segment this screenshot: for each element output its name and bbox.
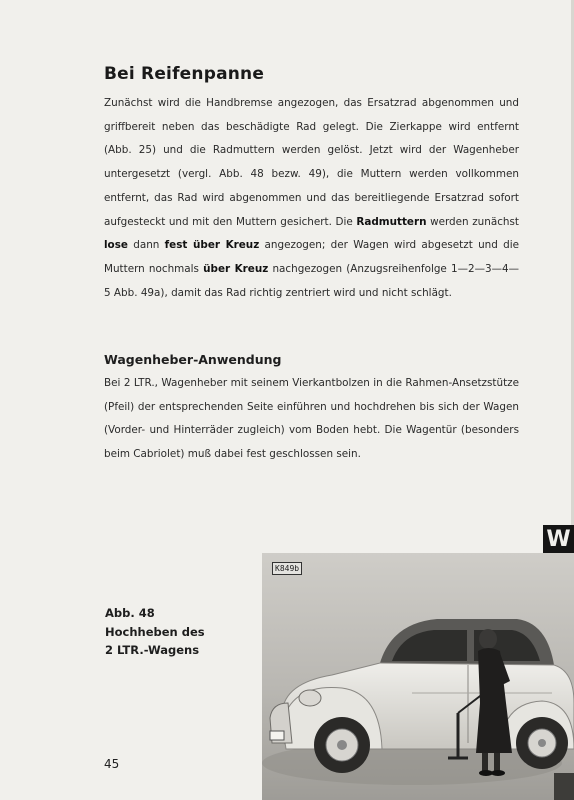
section-thumb-tab: W <box>543 525 574 555</box>
jack-usage-heading: Wagenheber-Anwendung <box>104 352 282 367</box>
paragraph-text: dann <box>127 239 165 252</box>
figure-caption <box>105 604 205 660</box>
emphasis-text: lose <box>104 239 128 252</box>
caption-line: 2 LTR.-Wagens <box>105 643 200 657</box>
paragraph-text: werden zunächst <box>426 215 519 228</box>
tire-change-paragraph <box>104 92 519 305</box>
page-number: 45 <box>104 757 120 771</box>
emphasis-text: fest über Kreuz <box>164 239 260 252</box>
photo-reference-stamp: K849b <box>272 562 302 575</box>
car-photo-illustration <box>262 553 574 800</box>
caption-line: Abb. 48 <box>105 606 155 620</box>
car-jack-photo <box>262 553 574 800</box>
section-heading: Bei Reifenpanne <box>104 64 265 84</box>
paragraph-text: nachgezogen (Anzugsreihenfolge 1—2—3—4—5 Abb. 49a), damit das Rad richtig zentriert wird und nicht schlägt. <box>104 262 519 299</box>
paragraph-text: angezogen; der Wagen wird abgesetzt und die Muttern nochmals <box>104 239 519 275</box>
caption-line: Hochheben des <box>105 624 205 639</box>
paragraph-text: Zunächst wird die Handbremse angezogen, das Ersatzrad abgenommen und griffbereit neben das beschädigte Rad gelegt. Die Zierkappe wird entfernt (Abb. 25) und die Radmuttern werden gelöst. Jetzt wird der Wagenheber untergesetzt (vergl. Abb. 48 bezw. 49), die Muttern werden vollkommen entfernt, das Rad wird abgenommen und das bereitliegende Ersatzrad sofort aufgesteckt und mit den Muttern gesichert. Die <box>104 97 519 228</box>
emphasis-text: über Kreuz <box>203 262 269 275</box>
emphasis-text: Radmuttern <box>356 215 427 228</box>
jack-usage-paragraph: Bei 2 LTR., Wagenheber mit seinem Vierkantbolzen in die Rahmen-Ansetzstütze (Pfeil) der entsprechenden Seite einführen und hochdrehen bis sich der Wagen (Vorder- und Hinterräder zugleich) vom Boden hebt. Die Wagentür (besonders beim Cabriolet) muß dabei fest geschlossen sein. <box>104 377 519 461</box>
